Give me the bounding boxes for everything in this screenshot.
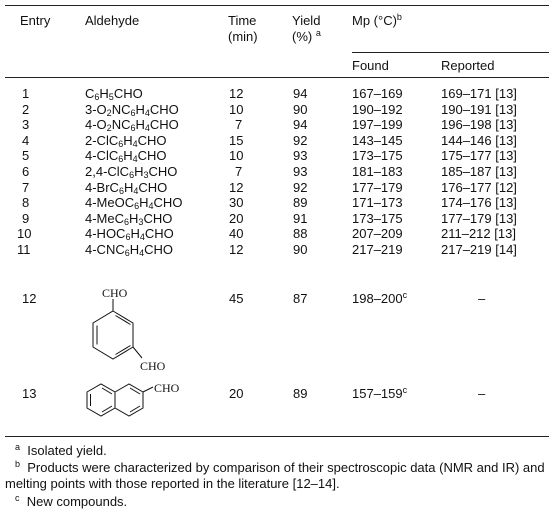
row12-reported: –: [478, 291, 486, 306]
row-yield: 94: [293, 86, 308, 101]
row-aldehyde: $4-CNC_6H_4CHO$: [85, 242, 174, 258]
row-found: 171–173: [352, 195, 403, 211]
row-found: 207–209: [352, 226, 403, 242]
row-found: 167–169: [352, 86, 403, 101]
row13-time: 20: [229, 386, 244, 401]
row-entry: 8: [22, 195, 30, 211]
row-found: 197–199: [352, 117, 403, 133]
row-found: 181–183: [352, 164, 403, 179]
row12-entry: 12: [22, 291, 37, 306]
row-reported: 190–191 [13]: [441, 101, 517, 117]
row-time: 40: [229, 226, 244, 242]
structure12-label-cho-bottom: CHO: [140, 359, 166, 373]
table-top-rule: [5, 5, 549, 6]
footnote-b: $^b$ Products were characterized by comparison of their spectroscopic data (NMR and IR) and melting points with those reported in the literature [12–14].: [5, 459, 545, 491]
row-time: 7: [235, 164, 243, 179]
row13-reported: –: [478, 386, 486, 401]
row-reported: 176–177 [12]: [441, 179, 517, 195]
header-bottom-rule: [5, 77, 549, 78]
row-aldehyde: $2,4-ClC_6H_3CHO$: [85, 164, 178, 180]
row-reported: 185–187 [13]: [441, 164, 517, 179]
row-aldehyde: $4-MeC_6H_3CHO$: [85, 210, 173, 227]
footnote-c: $^c$ New compounds.: [15, 493, 128, 509]
row-entry: 11: [17, 242, 31, 257]
row-yield: 92: [293, 132, 308, 148]
header-yield: Yield: [292, 13, 321, 28]
table-bottom-rule: [5, 436, 549, 437]
row-entry: 2: [22, 101, 30, 117]
row-time: 20: [229, 210, 244, 226]
row-found: 217–219: [352, 242, 403, 257]
header-entry: Entry: [20, 13, 51, 28]
row-found: 190–192: [352, 101, 403, 117]
row-yield: 90: [293, 101, 308, 117]
header-time: Time: [228, 13, 257, 28]
row-aldehyde: $3-O_2NC_6H_4CHO$: [85, 101, 179, 118]
row-time: 10: [229, 101, 244, 117]
row-time: 12: [229, 242, 244, 257]
row-aldehyde: $2-ClC_6H_4CHO$: [85, 132, 167, 149]
row-yield: 90: [293, 242, 308, 257]
structure12-label-cho-top: CHO: [102, 286, 128, 300]
mp-subheader-rule: [352, 52, 549, 53]
row-yield: 89: [293, 195, 308, 211]
row-time: 30: [229, 195, 244, 211]
row-reported: 169–171 [13]: [441, 86, 517, 101]
row-yield: 94: [293, 117, 308, 133]
row-reported: 144–146 [13]: [441, 132, 517, 148]
row-yield: 93: [293, 148, 308, 164]
header-yield-unit: (%) $^a$: [292, 28, 321, 44]
row12-yield: 87: [293, 291, 308, 306]
row-entry: 7: [22, 179, 30, 195]
row-aldehyde: $4-O_2NC_6H_4CHO$: [85, 117, 179, 134]
row-reported: 175–177 [13]: [441, 148, 517, 164]
row-yield: 88: [293, 226, 308, 242]
header-mp-footnote-mark: b: [396, 12, 402, 22]
row-found: 173–175: [352, 210, 403, 226]
row-aldehyde: $4-ClC_6H_4CHO$: [85, 148, 167, 165]
row12-found: 198–200$^c$: [352, 290, 408, 306]
header-mp: Mp $(^\circ C)^b$: [352, 12, 402, 28]
row-reported: 217–219 [14]: [441, 242, 517, 257]
row-reported: 177–179 [13]: [441, 210, 517, 226]
header-yield-footnote-mark: a: [315, 28, 321, 38]
naphthaldehyde-structure: [82, 378, 212, 428]
row-entry: 6: [22, 164, 30, 179]
row-reported: 196–198 [13]: [441, 117, 517, 133]
header-aldehyde: Aldehyde: [85, 13, 140, 28]
row-time: 12: [229, 86, 244, 101]
row-time: 15: [229, 132, 244, 148]
row-aldehyde: $4-BrC_6H_4CHO$: [85, 179, 168, 196]
row-time: 7: [235, 117, 243, 133]
structure13-label-cho: CHO: [154, 381, 180, 395]
row13-yield: 89: [293, 386, 308, 401]
row-aldehyde: $C_6H_5CHO$: [85, 86, 143, 102]
row-yield: 93: [293, 164, 308, 179]
header-found: Found: [352, 58, 389, 73]
row-found: 143–145: [352, 132, 403, 148]
row-time: 10: [229, 148, 244, 164]
row-entry: 1: [22, 86, 30, 101]
footnote-a: $^a$ Isolated yield.: [15, 442, 107, 458]
row-time: 12: [229, 179, 244, 195]
row-aldehyde: $4-HOC_6H_4CHO$: [85, 226, 174, 243]
isophthalaldehyde-structure: [82, 286, 202, 376]
row-reported: 211–212 [13]: [441, 226, 516, 242]
row12-time: 45: [229, 291, 244, 306]
row-found: 177–179: [352, 179, 403, 195]
row-yield: 91: [293, 210, 308, 226]
row-found: 173–175: [352, 148, 403, 164]
row13-found: 157–159$^c$: [352, 385, 408, 401]
header-reported: Reported: [441, 58, 495, 73]
row-yield: 92: [293, 179, 308, 195]
row-entry: 5: [22, 148, 30, 164]
row-reported: 174–176 [13]: [441, 195, 517, 211]
row-entry: 3: [22, 117, 30, 133]
row-entry: 9: [22, 210, 30, 226]
row13-entry: 13: [22, 386, 37, 401]
row-aldehyde: $4-MeOC_6H_4CHO$: [85, 195, 183, 212]
header-time-unit: (min): [228, 29, 258, 44]
row-entry: 4: [22, 132, 30, 148]
row-entry: 10: [17, 226, 32, 242]
